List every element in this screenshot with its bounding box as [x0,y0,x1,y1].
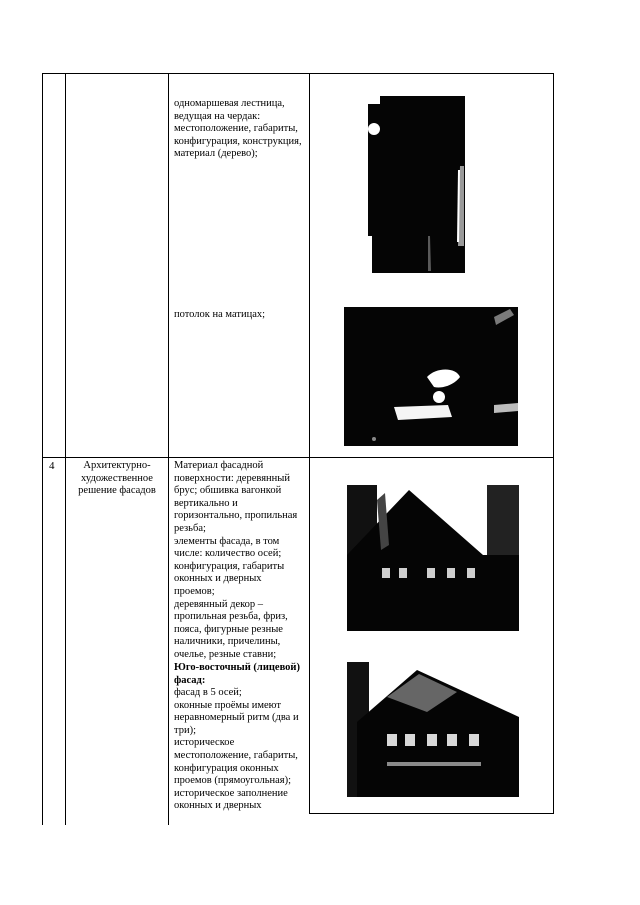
row-number: 4 [49,460,55,472]
column-border-3 [168,73,169,825]
column-border-1 [42,73,43,825]
column-border-2 [65,73,66,825]
row-divider [42,457,554,458]
section-name: Архитектурно- художественное решение фасадов [78,460,156,497]
table-bottom-border-right [309,813,554,814]
ceiling-description: потолок на матицах; [174,309,266,320]
column-border-5 [553,73,554,814]
ceiling-photo-image [344,307,518,446]
southeast-facade-text: фасад в 5 осей; оконные проёмы имеют неравномерный ритм (два и три); историческое местоположение, габариты, конфигурация оконных проемов (прямоугольная); историческое заполнение оконных и дверных [174,687,299,812]
facade-materials-text: Материал фасадной поверхности: деревянный брус; обшивка вагонкой вертикально и горизонтально, пропильная резьба; элементы фасада, в том числе: количество осей; конфигурация, габариты оконных и дверных проемов; деревянный декор – пропильная резьба, фриз, пояса, фигурные резные наличники, причелины, очелье, резные ставни; [174,460,298,660]
house-southeast-facade-photo [347,662,519,797]
stair-photo [368,96,465,273]
house-southeast-facade-photo-image [347,662,519,797]
southeast-facade-heading: Юго-восточный (лицевой) фасад: [174,662,300,686]
ceiling-photo [344,307,518,446]
house-facade-photo-image [347,485,519,631]
house-facade-photo [347,485,519,631]
stair-photo-image [368,96,465,273]
table-top-border [42,73,554,74]
column-border-4 [309,73,310,814]
stairs-description: одномаршевая лестница, ведущая на чердак: местоположение, габариты, конфигурация, конструкция, материал (дерево); [174,98,302,160]
